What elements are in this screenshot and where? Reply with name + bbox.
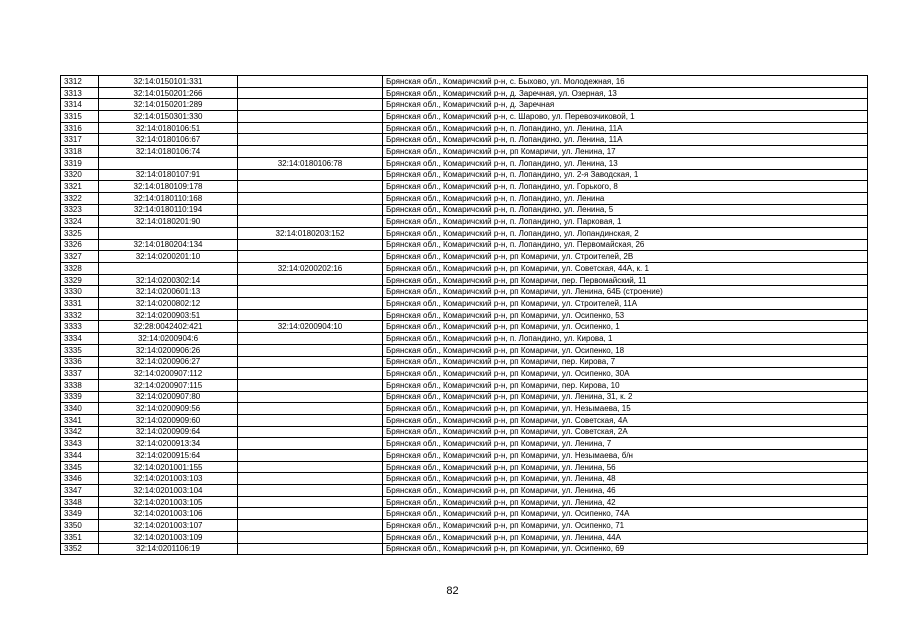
cadastral-number-cell: 32:14:0200906:27 bbox=[99, 356, 238, 368]
previous-cadastral-number-cell: 32:14:0180106:78 bbox=[238, 157, 383, 169]
previous-cadastral-number-cell bbox=[238, 99, 383, 111]
previous-cadastral-number-cell bbox=[238, 496, 383, 508]
table-row bbox=[61, 356, 868, 368]
address-cell: Брянская обл., Комаричский р-н, рп Комаричи, ул. Осипенко, 53 bbox=[383, 309, 868, 321]
cadastral-number-cell: 32:14:0180106:51 bbox=[99, 122, 238, 134]
table-row bbox=[61, 157, 868, 169]
row-number-cell: 3348 bbox=[61, 496, 99, 508]
row-number-cell: 3314 bbox=[61, 99, 99, 111]
previous-cadastral-number-cell: 32:14:0200904:10 bbox=[238, 321, 383, 333]
table-row bbox=[61, 286, 868, 298]
cadastral-number-cell: 32:14:0201003:103 bbox=[99, 473, 238, 485]
previous-cadastral-number-cell bbox=[238, 414, 383, 426]
row-number-cell: 3322 bbox=[61, 192, 99, 204]
table-row bbox=[61, 216, 868, 228]
address-cell: Брянская обл., Комаричский р-н, рп Комаричи, пер. Первомайский, 11 bbox=[383, 274, 868, 286]
page-number: 82 bbox=[446, 585, 459, 597]
row-number-cell: 3347 bbox=[61, 485, 99, 497]
address-cell: Брянская обл., Комаричский р-н, рп Комаричи, ул. Ленина, 31, к. 2 bbox=[383, 391, 868, 403]
cadastral-number-cell: 32:14:0201003:105 bbox=[99, 496, 238, 508]
row-number-cell: 3317 bbox=[61, 134, 99, 146]
previous-cadastral-number-cell bbox=[238, 274, 383, 286]
row-number-cell: 3313 bbox=[61, 87, 99, 99]
cadastral-number-cell bbox=[99, 157, 238, 169]
previous-cadastral-number-cell bbox=[238, 403, 383, 415]
previous-cadastral-number-cell bbox=[238, 531, 383, 543]
address-cell: Брянская обл., Комаричский р-н, рп Комаричи, ул. Ленина, 46 bbox=[383, 485, 868, 497]
address-cell: Брянская обл., Комаричский р-н, п. Лопандино, ул. Парковая, 1 bbox=[383, 216, 868, 228]
table-row bbox=[61, 204, 868, 216]
previous-cadastral-number-cell bbox=[238, 485, 383, 497]
table-row bbox=[61, 181, 868, 193]
row-number-cell: 3323 bbox=[61, 204, 99, 216]
table-row bbox=[61, 169, 868, 181]
address-cell: Брянская обл., Комаричский р-н, рп Комаричи, ул. Незымаева, 15 bbox=[383, 403, 868, 415]
cadastral-number-cell: 32:14:0201106:19 bbox=[99, 543, 238, 555]
row-number-cell: 3315 bbox=[61, 111, 99, 123]
address-cell: Брянская обл., Комаричский р-н, рп Комаричи, ул. Незымаева, б/н bbox=[383, 450, 868, 462]
address-cell: Брянская обл., Комаричский р-н, рп Комаричи, ул. Ленина, 17 bbox=[383, 146, 868, 158]
previous-cadastral-number-cell bbox=[238, 508, 383, 520]
cadastral-number-cell: 32:14:0200909:56 bbox=[99, 403, 238, 415]
row-number-cell: 3336 bbox=[61, 356, 99, 368]
cadastral-number-cell bbox=[99, 227, 238, 239]
address-cell: Брянская обл., Комаричский р-н, п. Лопандино, ул. Лопандинская, 2 bbox=[383, 227, 868, 239]
row-number-cell: 3338 bbox=[61, 379, 99, 391]
table-row bbox=[61, 274, 868, 286]
previous-cadastral-number-cell bbox=[238, 368, 383, 380]
cadastral-number-cell: 32:14:0180110:194 bbox=[99, 204, 238, 216]
cadastral-number-cell: 32:14:0150101:331 bbox=[99, 76, 238, 88]
cadastral-number-cell: 32:14:0200802:12 bbox=[99, 298, 238, 310]
row-number-cell: 3345 bbox=[61, 461, 99, 473]
row-number-cell: 3333 bbox=[61, 321, 99, 333]
cadastral-number-cell: 32:14:0200302:14 bbox=[99, 274, 238, 286]
row-number-cell: 3321 bbox=[61, 181, 99, 193]
row-number-cell: 3328 bbox=[61, 263, 99, 275]
address-cell: Брянская обл., Комаричский р-н, рп Комаричи, ул. Осипенко, 74А bbox=[383, 508, 868, 520]
address-cell: Брянская обл., Комаричский р-н, рп Комаричи, ул. Ленина, 64Б (строение) bbox=[383, 286, 868, 298]
previous-cadastral-number-cell: 32:14:0180203:152 bbox=[238, 227, 383, 239]
previous-cadastral-number-cell bbox=[238, 298, 383, 310]
row-number-cell: 3330 bbox=[61, 286, 99, 298]
address-cell: Брянская обл., Комаричский р-н, рп Комаричи, ул. Строителей, 11А bbox=[383, 298, 868, 310]
address-cell: Брянская обл., Комаричский р-н, рп Комаричи, пер. Кирова, 10 bbox=[383, 379, 868, 391]
address-cell: Брянская обл., Комаричский р-н, п. Лопандино, ул. Ленина, 11А bbox=[383, 122, 868, 134]
table-row bbox=[61, 87, 868, 99]
address-cell: Брянская обл., Комаричский р-н, рп Комаричи, ул. Советская, 2А bbox=[383, 426, 868, 438]
row-number-cell: 3344 bbox=[61, 450, 99, 462]
previous-cadastral-number-cell bbox=[238, 438, 383, 450]
address-cell: Брянская обл., Комаричский р-н, рп Комаричи, ул. Осипенко, 18 bbox=[383, 344, 868, 356]
address-cell: Брянская обл., Комаричский р-н, рп Комаричи, ул. Ленина, 48 bbox=[383, 473, 868, 485]
address-cell: Брянская обл., Комаричский р-н, рп Комаричи, ул. Ленина, 56 bbox=[383, 461, 868, 473]
address-cell: Брянская обл., Комаричский р-н, с. Быхово, ул. Молодежная, 16 bbox=[383, 76, 868, 88]
table-row bbox=[61, 251, 868, 263]
table-row bbox=[61, 192, 868, 204]
address-cell: Брянская обл., Комаричский р-н, п. Лопандино, ул. Горького, 8 bbox=[383, 181, 868, 193]
table-row bbox=[61, 309, 868, 321]
row-number-cell: 3351 bbox=[61, 531, 99, 543]
table-row bbox=[61, 263, 868, 275]
table-row bbox=[61, 461, 868, 473]
row-number-cell: 3335 bbox=[61, 344, 99, 356]
cadastral-number-cell: 32:14:0150201:289 bbox=[99, 99, 238, 111]
table-row bbox=[61, 414, 868, 426]
row-number-cell: 3324 bbox=[61, 216, 99, 228]
row-number-cell: 3346 bbox=[61, 473, 99, 485]
address-cell: Брянская обл., Комаричский р-н, рп Комаричи, ул. Осипенко, 30А bbox=[383, 368, 868, 380]
cadastral-number-cell: 32:14:0180106:74 bbox=[99, 146, 238, 158]
previous-cadastral-number-cell bbox=[238, 181, 383, 193]
row-number-cell: 3341 bbox=[61, 414, 99, 426]
row-number-cell: 3334 bbox=[61, 333, 99, 345]
previous-cadastral-number-cell bbox=[238, 461, 383, 473]
previous-cadastral-number-cell bbox=[238, 391, 383, 403]
address-cell: Брянская обл., Комаричский р-н, с. Шарово, ул. Перевозчиковой, 1 bbox=[383, 111, 868, 123]
table-row bbox=[61, 122, 868, 134]
previous-cadastral-number-cell bbox=[238, 309, 383, 321]
row-number-cell: 3331 bbox=[61, 298, 99, 310]
cadastral-number-cell: 32:14:0201001:155 bbox=[99, 461, 238, 473]
table-row bbox=[61, 227, 868, 239]
table-row bbox=[61, 379, 868, 391]
previous-cadastral-number-cell bbox=[238, 251, 383, 263]
address-cell: Брянская обл., Комаричский р-н, рп Комаричи, ул. Осипенко, 1 bbox=[383, 321, 868, 333]
cadastral-number-cell: 32:14:0200907:112 bbox=[99, 368, 238, 380]
table-row bbox=[61, 450, 868, 462]
cadastral-number-cell: 32:14:0150201:266 bbox=[99, 87, 238, 99]
cadastral-number-cell: 32:14:0200909:60 bbox=[99, 414, 238, 426]
cadastral-number-cell: 32:14:0201003:109 bbox=[99, 531, 238, 543]
table-row bbox=[61, 321, 868, 333]
previous-cadastral-number-cell bbox=[238, 122, 383, 134]
previous-cadastral-number-cell bbox=[238, 356, 383, 368]
previous-cadastral-number-cell bbox=[238, 204, 383, 216]
address-cell: Брянская обл., Комаричский р-н, д. Заречная bbox=[383, 99, 868, 111]
address-cell: Брянская обл., Комаричский р-н, п. Лопандино, ул. Ленина, 11А bbox=[383, 134, 868, 146]
row-number-cell: 3343 bbox=[61, 438, 99, 450]
row-number-cell: 3350 bbox=[61, 520, 99, 532]
previous-cadastral-number-cell bbox=[238, 286, 383, 298]
address-cell: Брянская обл., Комаричский р-н, п. Лопандино, ул. Кирова, 1 bbox=[383, 333, 868, 345]
table-row bbox=[61, 333, 868, 345]
previous-cadastral-number-cell bbox=[238, 426, 383, 438]
cadastral-number-cell: 32:14:0180204:134 bbox=[99, 239, 238, 251]
table-row bbox=[61, 508, 868, 520]
previous-cadastral-number-cell bbox=[238, 239, 383, 251]
table-row bbox=[61, 520, 868, 532]
cadastral-number-cell: 32:14:0200601:13 bbox=[99, 286, 238, 298]
cadastral-number-cell: 32:14:0200904:6 bbox=[99, 333, 238, 345]
previous-cadastral-number-cell bbox=[238, 520, 383, 532]
table-row bbox=[61, 543, 868, 555]
cadastral-number-cell: 32:14:0200903:51 bbox=[99, 309, 238, 321]
table-row bbox=[61, 473, 868, 485]
previous-cadastral-number-cell: 32:14:0200202:16 bbox=[238, 263, 383, 275]
previous-cadastral-number-cell bbox=[238, 543, 383, 555]
table-row bbox=[61, 111, 868, 123]
table-row bbox=[61, 496, 868, 508]
row-number-cell: 3326 bbox=[61, 239, 99, 251]
address-cell: Брянская обл., Комаричский р-н, рп Комаричи, ул. Ленина, 7 bbox=[383, 438, 868, 450]
address-cell: Брянская обл., Комаричский р-н, рп Комаричи, ул. Осипенко, 71 bbox=[383, 520, 868, 532]
previous-cadastral-number-cell bbox=[238, 333, 383, 345]
previous-cadastral-number-cell bbox=[238, 76, 383, 88]
address-cell: Брянская обл., Комаричский р-н, рп Комаричи, ул. Ленина, 44А bbox=[383, 531, 868, 543]
row-number-cell: 3312 bbox=[61, 76, 99, 88]
row-number-cell: 3318 bbox=[61, 146, 99, 158]
registry-table-body bbox=[61, 76, 868, 555]
cadastral-number-cell: 32:14:0200915:64 bbox=[99, 450, 238, 462]
row-number-cell: 3337 bbox=[61, 368, 99, 380]
row-number-cell: 3316 bbox=[61, 122, 99, 134]
address-cell: Брянская обл., Комаричский р-н, п. Лопандино, ул. Ленина, 13 bbox=[383, 157, 868, 169]
row-number-cell: 3319 bbox=[61, 157, 99, 169]
address-cell: Брянская обл., Комаричский р-н, рп Комаричи, ул. Советская, 44А, к. 1 bbox=[383, 263, 868, 275]
registry-table bbox=[60, 75, 868, 555]
address-cell: Брянская обл., Комаричский р-н, д. Заречная, ул. Озерная, 13 bbox=[383, 87, 868, 99]
address-cell: Брянская обл., Комаричский р-н, п. Лопандино, ул. Ленина bbox=[383, 192, 868, 204]
address-cell: Брянская обл., Комаричский р-н, п. Лопандино, ул. Ленина, 5 bbox=[383, 204, 868, 216]
cadastral-number-cell: 32:14:0200913:34 bbox=[99, 438, 238, 450]
previous-cadastral-number-cell bbox=[238, 146, 383, 158]
table-row bbox=[61, 239, 868, 251]
table-row bbox=[61, 438, 868, 450]
previous-cadastral-number-cell bbox=[238, 216, 383, 228]
address-cell: Брянская обл., Комаричский р-н, рп Комаричи, ул. Ленина, 42 bbox=[383, 496, 868, 508]
table-row bbox=[61, 298, 868, 310]
row-number-cell: 3352 bbox=[61, 543, 99, 555]
cadastral-number-cell: 32:14:0200907:80 bbox=[99, 391, 238, 403]
previous-cadastral-number-cell bbox=[238, 87, 383, 99]
row-number-cell: 3342 bbox=[61, 426, 99, 438]
row-number-cell: 3329 bbox=[61, 274, 99, 286]
table-row bbox=[61, 134, 868, 146]
cadastral-number-cell: 32:14:0200909:64 bbox=[99, 426, 238, 438]
table-row bbox=[61, 391, 868, 403]
cadastral-number-cell: 32:14:0180201:90 bbox=[99, 216, 238, 228]
cadastral-number-cell: 32:14:0200201:10 bbox=[99, 251, 238, 263]
cadastral-number-cell bbox=[99, 263, 238, 275]
row-number-cell: 3349 bbox=[61, 508, 99, 520]
row-number-cell: 3325 bbox=[61, 227, 99, 239]
cadastral-number-cell: 32:28:0042402:421 bbox=[99, 321, 238, 333]
row-number-cell: 3320 bbox=[61, 169, 99, 181]
previous-cadastral-number-cell bbox=[238, 192, 383, 204]
cadastral-number-cell: 32:14:0150301:330 bbox=[99, 111, 238, 123]
table-row bbox=[61, 99, 868, 111]
table-row bbox=[61, 344, 868, 356]
cadastral-number-cell: 32:14:0200906:26 bbox=[99, 344, 238, 356]
row-number-cell: 3339 bbox=[61, 391, 99, 403]
previous-cadastral-number-cell bbox=[238, 379, 383, 391]
cadastral-number-cell: 32:14:0200907:115 bbox=[99, 379, 238, 391]
address-cell: Брянская обл., Комаричский р-н, рп Комаричи, ул. Осипенко, 69 bbox=[383, 543, 868, 555]
address-cell: Брянская обл., Комаричский р-н, рп Комаричи, пер. Кирова, 7 bbox=[383, 356, 868, 368]
previous-cadastral-number-cell bbox=[238, 134, 383, 146]
previous-cadastral-number-cell bbox=[238, 450, 383, 462]
previous-cadastral-number-cell bbox=[238, 169, 383, 181]
cadastral-number-cell: 32:14:0201003:106 bbox=[99, 508, 238, 520]
row-number-cell: 3332 bbox=[61, 309, 99, 321]
previous-cadastral-number-cell bbox=[238, 473, 383, 485]
cadastral-number-cell: 32:14:0201003:104 bbox=[99, 485, 238, 497]
cadastral-number-cell: 32:14:0201003:107 bbox=[99, 520, 238, 532]
row-number-cell: 3340 bbox=[61, 403, 99, 415]
table-row bbox=[61, 368, 868, 380]
address-cell: Брянская обл., Комаричский р-н, п. Лопандино, ул. Первомайская, 26 bbox=[383, 239, 868, 251]
previous-cadastral-number-cell bbox=[238, 344, 383, 356]
address-cell: Брянская обл., Комаричский р-н, п. Лопандино, ул. 2-я Заводская, 1 bbox=[383, 169, 868, 181]
cadastral-number-cell: 32:14:0180107:91 bbox=[99, 169, 238, 181]
address-cell: Брянская обл., Комаричский р-н, рп Комаричи, ул. Советская, 4А bbox=[383, 414, 868, 426]
cadastral-number-cell: 32:14:0180106:67 bbox=[99, 134, 238, 146]
previous-cadastral-number-cell bbox=[238, 111, 383, 123]
cadastral-number-cell: 32:14:0180109:178 bbox=[99, 181, 238, 193]
table-row bbox=[61, 146, 868, 158]
table-row bbox=[61, 426, 868, 438]
address-cell: Брянская обл., Комаричский р-н, рп Комаричи, ул. Строителей, 2В bbox=[383, 251, 868, 263]
cadastral-number-cell: 32:14:0180110:168 bbox=[99, 192, 238, 204]
table-row bbox=[61, 76, 868, 88]
table-row bbox=[61, 531, 868, 543]
table-row bbox=[61, 403, 868, 415]
row-number-cell: 3327 bbox=[61, 251, 99, 263]
table-row bbox=[61, 485, 868, 497]
